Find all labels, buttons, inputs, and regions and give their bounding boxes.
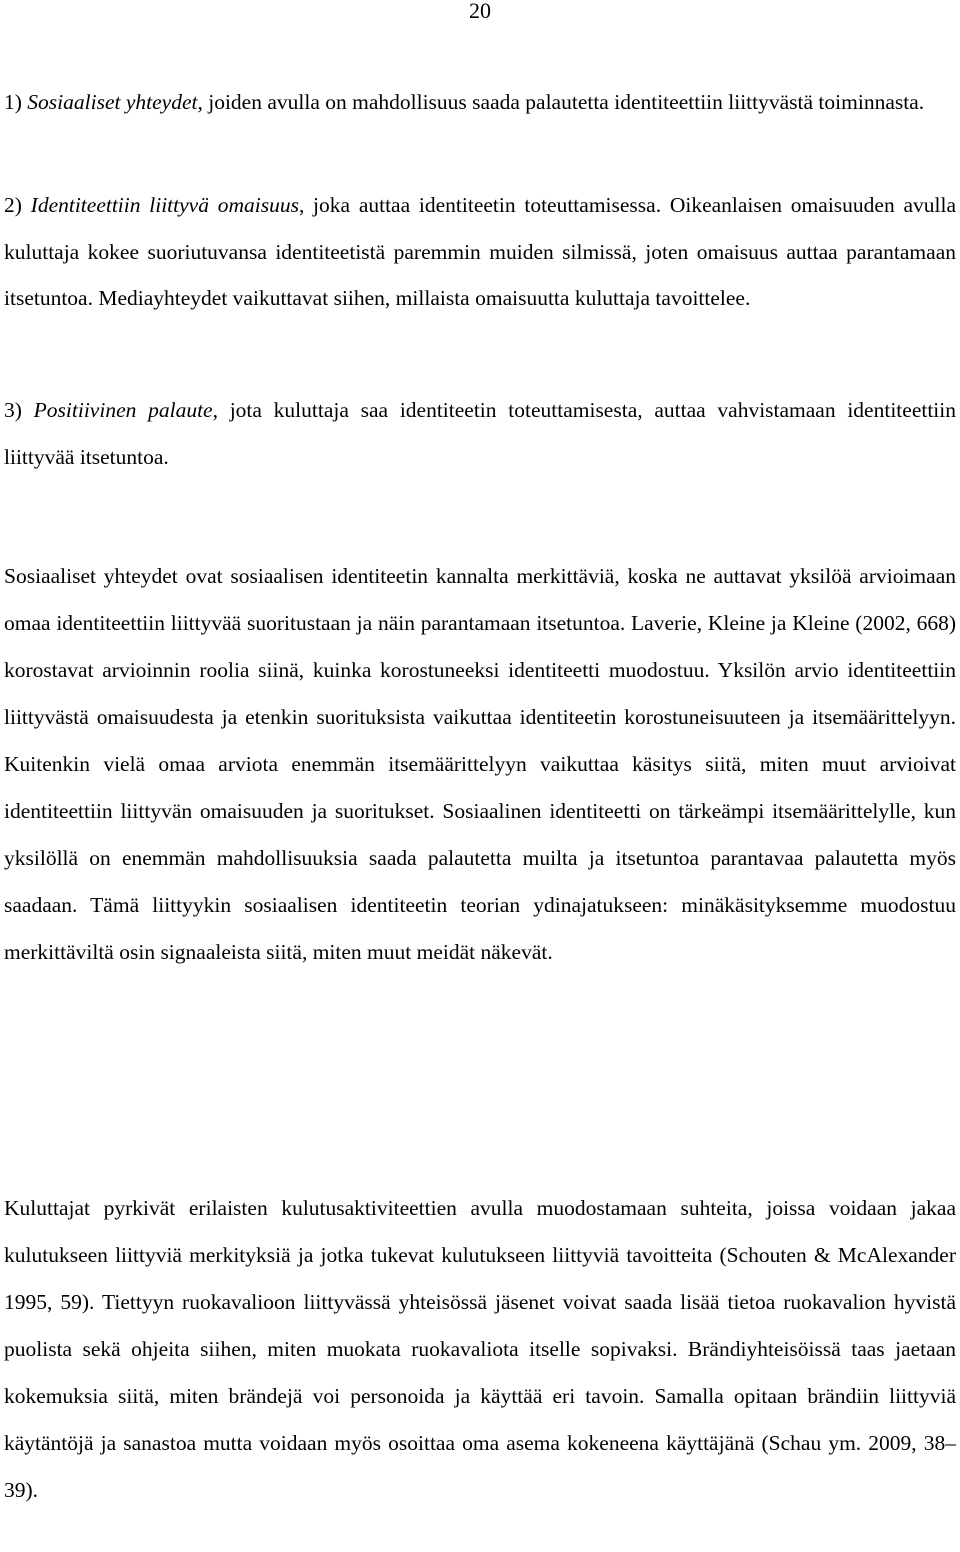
list-item xyxy=(4,182,956,322)
list-item-term: Positiivinen palaute xyxy=(33,398,213,422)
list-item-number: 1) xyxy=(4,90,28,114)
list-item-number: 3) xyxy=(4,398,34,422)
list-item xyxy=(4,387,956,480)
list-item-text: , joka auttaa identiteetin toteuttamisessa. Oikeanlaisen omaisuuden avulla kuluttaja kokee suoriutuvansa identiteetistä paremmin muiden silmissä, joten omaisuus auttaa parantamaan itsetuntoa. Mediayhteydet vaikuttavat siihen, millaista omaisuutta kuluttaja tavoittelee. xyxy=(4,193,956,310)
list-item-text: , jota kuluttaja saa identiteetin toteuttamisesta, auttaa vahvistamaan identiteettiin liittyvää itsetuntoa. xyxy=(4,398,956,469)
list-item-term: Sosiaaliset yhteydet xyxy=(27,90,198,114)
body-paragraph: Sosiaaliset yhteydet ovat sosiaalisen identiteetin kannalta merkittäviä, koska ne auttavat yksilöä arvioimaan omaa identiteettiin liittyvää suoritustaan ja näin parantamaan itsetuntoa. Laverie, Kleine ja Kleine (2002, 668) korostavat arvioinnin roolia siinä, kuinka korostuneeksi identiteetti muodostuu. Yksilön arvio identiteettiin liittyvästä omaisuudesta ja etenkin suorituksista vaikuttaa identiteetin korostuneisuuteen ja itsemäärittelyyn. Kuitenkin vielä omaa arviota enemmän itsemäärittelyyn vaikuttaa käsitys siitä, miten muut arvioivat identiteettiin liittyvän omaisuuden ja suoritukset. Sosiaalinen identiteetti on tärkeämpi itsemäärittelylle, kun yksilöllä on enemmän mahdollisuuksia saada palautetta muilta ja itsetuntoa parantavaa palautetta myös saadaan. Tämä liittyykin sosiaalisen identiteetin teorian ydinajatukseen: minäkäsityksemme muodostuu merkittäviltä osin signaaleista siitä, miten muut meidät näkevät. xyxy=(4,564,956,964)
list-item-number: 2) xyxy=(4,193,31,217)
page-number: 20 xyxy=(469,0,491,23)
list-item xyxy=(4,79,956,126)
body-paragraph: Kuluttajat pyrkivät erilaisten kulutusaktiviteettien avulla muodostamaan suhteita, joissa voidaan jakaa kulutukseen liittyviä merkityksiä ja jotka tukevat kulutukseen liittyviä tavoitteita (Schouten & McAlexander 1995, 59). Tiettyyn ruokavalioon liittyvässä yhteisössä jäsenet voivat saada lisää tietoa ruokavalion hyvistä puolista sekä ohjeita siihen, miten muokata ruokavaliota itselle sopivaksi. Brändiyhteisöissä taas jaetaan kokemuksia siitä, miten brändejä voi personoida ja käyttää eri tavoin. Samalla opitaan brändiin liittyviä käytäntöjä ja sanastoa mutta voidaan myös osoittaa oma asema kokeneena käyttäjänä (Schau ym. 2009, 38–39). xyxy=(4,1196,956,1502)
list-item-text: , joiden avulla on mahdollisuus saada palautetta identiteettiin liittyvästä toiminnasta. xyxy=(197,90,925,114)
list-item-term: Identiteettiin liittyvä omaisuus xyxy=(30,193,299,217)
